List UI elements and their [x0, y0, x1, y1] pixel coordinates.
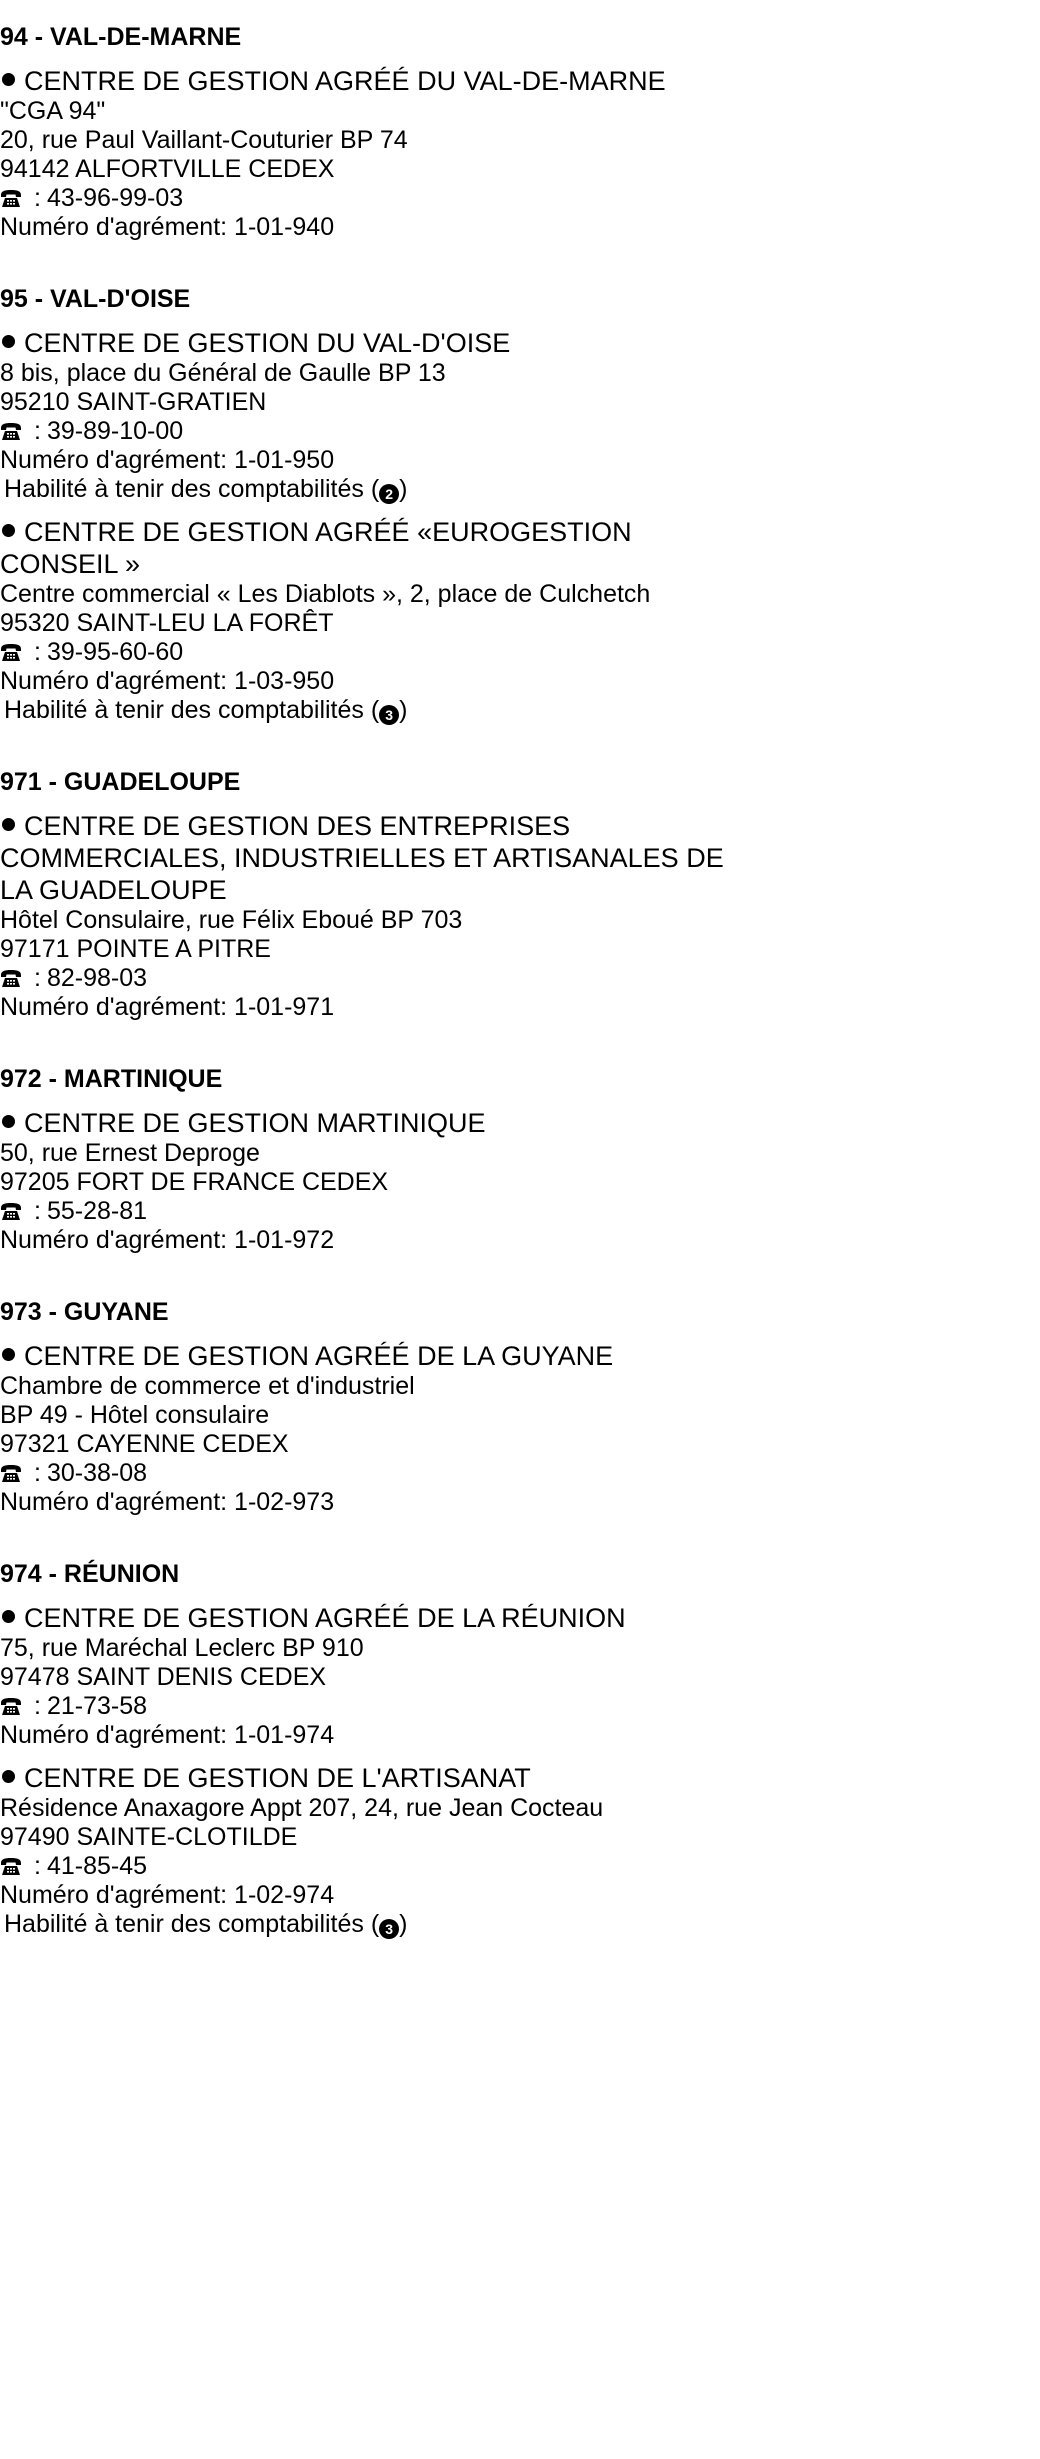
- section-974-reunion: [0, 1558, 1040, 1939]
- address-line: 75, rue Maréchal Leclerc BP 910: [0, 1634, 364, 1662]
- entry-cg-guyane: [0, 1340, 1040, 1517]
- address-line: Résidence Anaxagore Appt 207, 24, rue Jean Cocteau: [0, 1794, 604, 1822]
- agrement-number: Numéro d'agrément: 1-02-973: [0, 1488, 335, 1516]
- bullet-icon: [2, 1610, 15, 1623]
- section-95-val-d-oise: [0, 283, 1040, 725]
- bullet-icon: [2, 73, 15, 86]
- address-line: 50, rue Ernest Deproge: [0, 1139, 260, 1167]
- phone-line: [0, 1852, 1040, 1881]
- phone-separator: :: [34, 184, 41, 212]
- entry-name: CENTRE DE GESTION AGRÉÉ DE LA GUYANE: [0, 1340, 1040, 1372]
- telephone-icon: [0, 643, 22, 662]
- address-line: Hôtel Consulaire, rue Félix Eboué BP 703: [0, 906, 463, 934]
- phone-number: 43-96-99-03: [46, 184, 184, 212]
- bullet-icon: [2, 818, 15, 831]
- entry-name-continued: CONSEIL »: [0, 549, 141, 579]
- entry-name: CENTRE DE GESTION DU VAL-D'OISE: [0, 327, 1040, 359]
- section-heading: 973 - GUYANE: [0, 1298, 169, 1326]
- bullet-icon: [2, 1115, 15, 1128]
- telephone-icon: [0, 1202, 22, 1221]
- section-heading: 94 - VAL-DE-MARNE: [0, 23, 242, 51]
- section-973-guyane: [0, 1296, 1040, 1517]
- entry-cg-guadeloupe: [0, 810, 1040, 1022]
- address-line: 20, rue Paul Vaillant-Couturier BP 74: [0, 126, 408, 154]
- entry-name: CENTRE DE GESTION DES ENTREPRISES: [0, 810, 1040, 842]
- phone-line: [0, 184, 1040, 213]
- phone-separator: :: [34, 1692, 41, 1720]
- address-line: 8 bis, place du Général de Gaulle BP 13: [0, 359, 446, 387]
- entry-name: CENTRE DE GESTION AGRÉÉ «EUROGESTION: [0, 516, 1040, 548]
- phone-separator: :: [34, 1459, 41, 1487]
- address-line: 97478 SAINT DENIS CEDEX: [0, 1663, 327, 1691]
- telephone-icon: [0, 189, 22, 208]
- phone-number: 39-95-60-60: [46, 638, 184, 666]
- habilitation-note: Habilité à tenir des comptabilités ( 3 ): [4, 1910, 408, 1938]
- agrement-number: Numéro d'agrément: 1-01-950: [0, 446, 335, 474]
- phone-number: 41-85-45: [46, 1852, 148, 1880]
- agrement-number: Numéro d'agrément: 1-03-950: [0, 667, 335, 695]
- habilitation-note: Habilité à tenir des comptabilités ( 2 ): [4, 475, 408, 503]
- entry-eurogestion: [0, 516, 1040, 725]
- phone-separator: :: [34, 638, 41, 666]
- address-line: Centre commercial « Les Diablots », 2, place de Culchetch: [0, 580, 651, 608]
- entry-name: CENTRE DE GESTION AGRÉÉ DE LA RÉUNION: [0, 1602, 1040, 1634]
- section-heading: 974 - RÉUNION: [0, 1560, 180, 1588]
- agrement-number: Numéro d'agrément: 1-02-974: [0, 1881, 335, 1909]
- agrement-number: Numéro d'agrément: 1-01-974: [0, 1721, 335, 1749]
- address-line: 94142 ALFORTVILLE CEDEX: [0, 155, 335, 183]
- circled-number-icon: 3: [379, 1919, 399, 1939]
- address-line: 97205 FORT DE FRANCE CEDEX: [0, 1168, 389, 1196]
- section-971-guadeloupe: [0, 766, 1040, 1022]
- agrement-number: Numéro d'agrément: 1-01-972: [0, 1226, 335, 1254]
- address-line: Chambre de commerce et d'industriel: [0, 1372, 415, 1400]
- circled-number-icon: 2: [379, 484, 399, 504]
- phone-line: [0, 1197, 1040, 1226]
- phone-line: [0, 417, 1040, 446]
- entry-name: CENTRE DE GESTION DE L'ARTISANAT: [0, 1762, 1040, 1794]
- entry-cg-reunion: [0, 1602, 1040, 1750]
- telephone-icon: [0, 422, 22, 441]
- telephone-icon: [0, 1857, 22, 1876]
- agrement-number: Numéro d'agrément: 1-01-971: [0, 993, 335, 1021]
- phone-separator: :: [34, 1197, 41, 1225]
- phone-separator: :: [34, 964, 41, 992]
- telephone-icon: [0, 1464, 22, 1483]
- entry-cga-94: [0, 65, 1040, 242]
- address-line: "CGA 94": [0, 97, 106, 125]
- phone-number: 30-38-08: [46, 1459, 148, 1487]
- entry-name: CENTRE DE GESTION MARTINIQUE: [0, 1107, 1040, 1139]
- document-page: [0, 21, 1040, 1980]
- circled-number-icon: 3: [379, 705, 399, 725]
- agrement-number: Numéro d'agrément: 1-01-940: [0, 213, 335, 241]
- section-heading: 972 - MARTINIQUE: [0, 1065, 223, 1093]
- section-94-val-de-marne: [0, 21, 1040, 242]
- habilitation-note: Habilité à tenir des comptabilités ( 3 ): [4, 696, 408, 724]
- section-972-martinique: [0, 1063, 1040, 1255]
- address-line: 97490 SAINTE-CLOTILDE: [0, 1823, 298, 1851]
- section-heading: 971 - GUADELOUPE: [0, 768, 241, 796]
- address-line: 95320 SAINT-LEU LA FORÊT: [0, 609, 334, 637]
- phone-number: 21-73-58: [46, 1692, 148, 1720]
- address-line: 97171 POINTE A PITRE: [0, 935, 271, 963]
- section-heading: 95 - VAL-D'OISE: [0, 285, 191, 313]
- phone-number: 55-28-81: [46, 1197, 148, 1225]
- telephone-icon: [0, 1697, 22, 1716]
- phone-line: [0, 964, 1040, 993]
- phone-line: [0, 638, 1040, 667]
- phone-line: [0, 1459, 1040, 1488]
- entry-name-continued: LA GUADELOUPE: [0, 875, 227, 905]
- bullet-icon: [2, 1770, 15, 1783]
- entry-cg-val-d-oise: [0, 327, 1040, 504]
- entry-cg-artisanat: [0, 1762, 1040, 1939]
- address-line: BP 49 - Hôtel consulaire: [0, 1401, 270, 1429]
- entry-name: CENTRE DE GESTION AGRÉÉ DU VAL-DE-MARNE: [0, 65, 1040, 97]
- address-line: 95210 SAINT-GRATIEN: [0, 388, 267, 416]
- entry-name-continued: COMMERCIALES, INDUSTRIELLES ET ARTISANALES DE: [0, 843, 724, 873]
- bullet-icon: [2, 1348, 15, 1361]
- telephone-icon: [0, 969, 22, 988]
- phone-number: 39-89-10-00: [46, 417, 184, 445]
- bullet-icon: [2, 524, 15, 537]
- phone-line: [0, 1692, 1040, 1721]
- phone-number: 82-98-03: [46, 964, 148, 992]
- phone-separator: :: [34, 417, 41, 445]
- phone-separator: :: [34, 1852, 41, 1880]
- address-line: 97321 CAYENNE CEDEX: [0, 1430, 289, 1458]
- bullet-icon: [2, 335, 15, 348]
- entry-cg-martinique: [0, 1107, 1040, 1255]
